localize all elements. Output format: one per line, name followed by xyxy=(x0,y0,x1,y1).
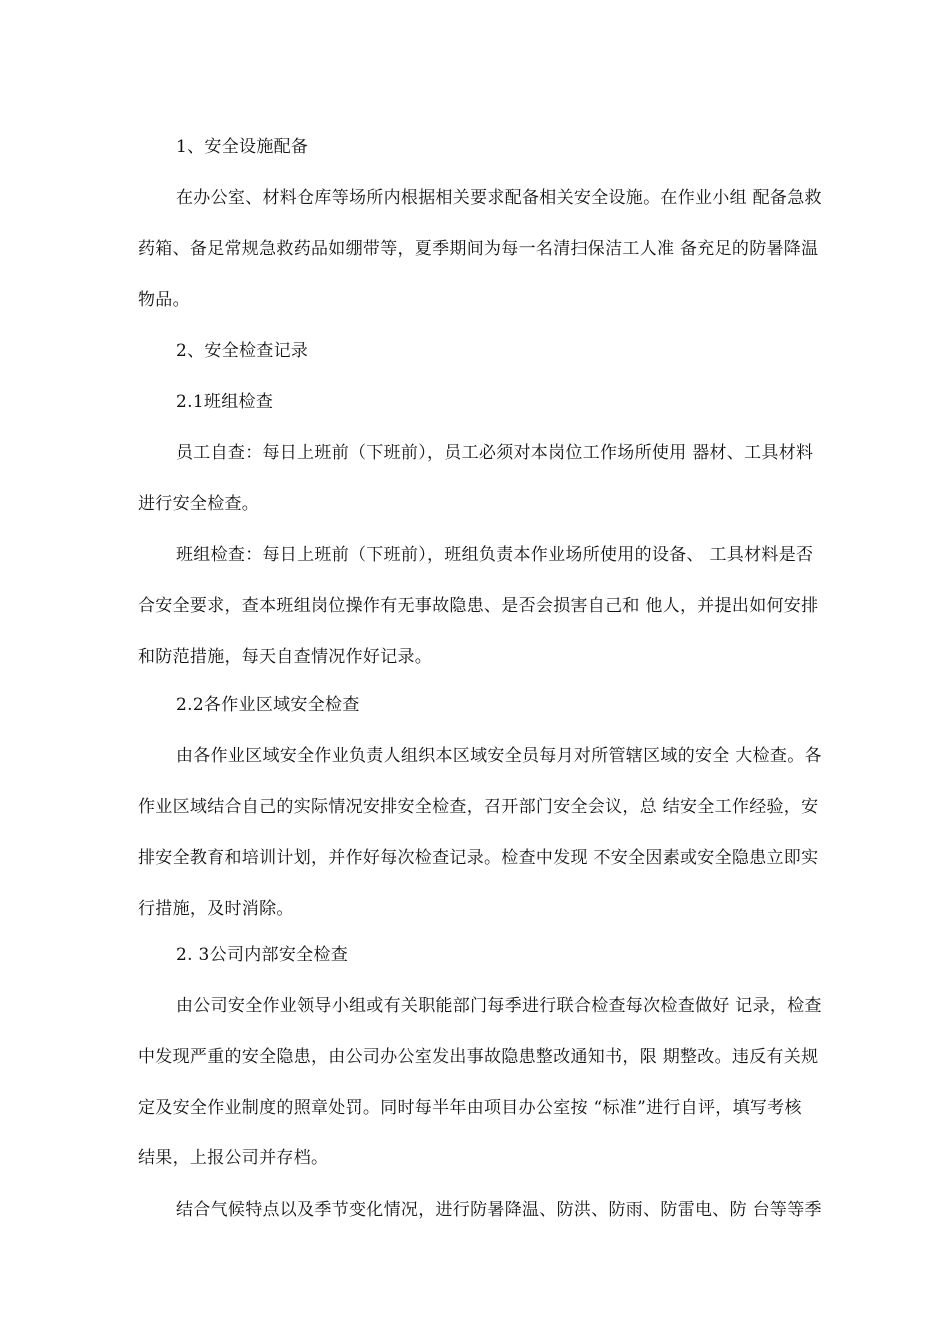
paragraph-line: 作业区域结合自己的实际情况安排安全检查，召开部门安全会议，总 结安全工作经验，安 xyxy=(138,797,819,817)
paragraph-line: 进行安全检查。 xyxy=(138,494,260,514)
heading-safety-facilities: 1、安全设施配备 xyxy=(176,137,309,157)
paragraph-line: 由公司安全作业领导小组或有关职能部门每季进行联合检查每次检查做好 记录，检查 xyxy=(176,996,822,1016)
paragraph-line: 行措施，及时消除。 xyxy=(138,899,294,919)
paragraph-line: 结合气候特点以及季节变化情况，进行防暑降温、防洪、防雨、防雷电、防 台等等季 xyxy=(176,1200,822,1220)
paragraph-line: 在办公室、材料仓库等场所内根据相关要求配备相关安全设施。在作业小组 配备急救 xyxy=(176,188,822,208)
paragraph-line: 员工自查：每日上班前（下班前），员工必须对本岗位工作场所使用 器材、工具材料 xyxy=(176,443,814,463)
paragraph-line: 班组检查：每日上班前（下班前），班组负责本作业场所使用的设备、 工具材料是否 xyxy=(176,545,814,565)
subheading-area-inspection: 2.2各作业区域安全检查 xyxy=(176,695,360,715)
paragraph-line: 结果，上报公司并存档。 xyxy=(138,1148,329,1168)
paragraph-line: 定及安全作业制度的照章处罚。同时每半年由项目办公室按 “标准”进行自评，填写考核 xyxy=(138,1098,802,1118)
subheading-company-inspection: 2. 3公司内部安全检查 xyxy=(176,945,349,965)
paragraph-line: 排安全教育和培训计划，并作好每次检查记录。检查中发现 不安全因素或安全隐患立即实 xyxy=(138,848,819,868)
paragraph-line: 和防范措施，每天自查情况作好记录。 xyxy=(138,647,433,667)
subheading-team-inspection: 2.1班组检查 xyxy=(176,392,274,412)
heading-safety-inspection-records: 2、安全检查记录 xyxy=(176,341,309,361)
paragraph-line: 中发现严重的安全隐患，由公司办公室发出事故隐患整改通知书，限 期整改。违反有关规 xyxy=(138,1047,819,1067)
paragraph-line: 合安全要求，查本班组岗位操作有无事故隐患、是否会损害自己和 他人，并提出如何安排 xyxy=(138,596,819,616)
paragraph-line: 由各作业区域安全作业负责人组织本区域安全员每月对所管辖区域的安全 大检查。各 xyxy=(176,746,822,766)
paragraph-line: 物品。 xyxy=(138,290,190,310)
paragraph-line: 药箱、备足常规急救药品如绷带等，夏季期间为每一名清扫保洁工人准 备充足的防暑降温 xyxy=(138,239,819,259)
